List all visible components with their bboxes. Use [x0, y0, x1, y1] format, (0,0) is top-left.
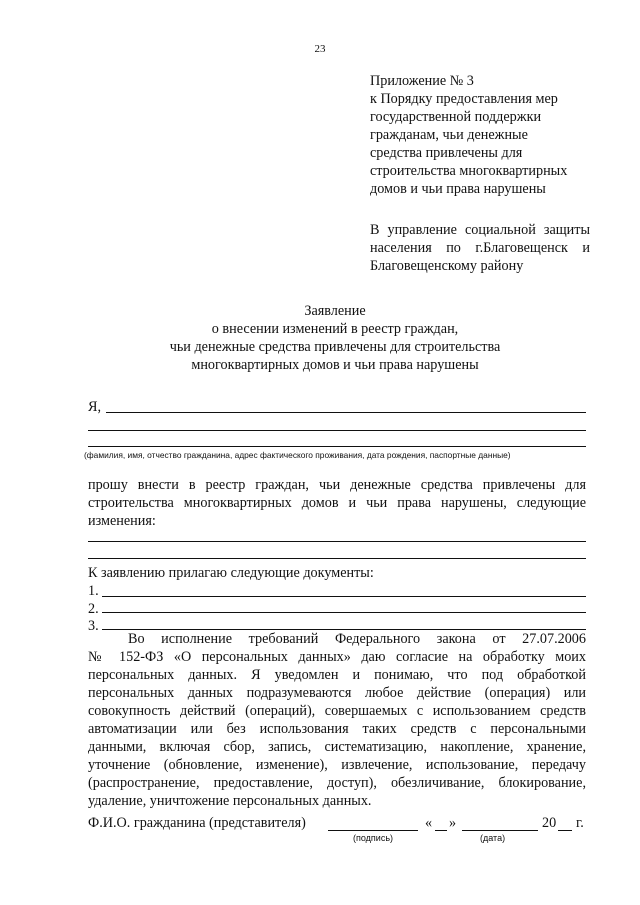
consent-line: персональных данных подразумеваются любое действие (операция) или [88, 685, 586, 701]
addressee-line: Благовещенскому району [370, 258, 524, 274]
signature-label: Ф.И.О. гражданина (представителя) [88, 815, 306, 831]
changes-field[interactable] [88, 541, 586, 542]
applicant-label: Я, [88, 399, 102, 415]
consent-paragraph [88, 630, 586, 810]
applicant-caption: (фамилия, имя, отчество гражданина, адрес фактического проживания, дата рождения, паспортные данные) [84, 450, 511, 460]
year-suffix: г. [576, 815, 584, 831]
signature-caption: (подпись) [353, 833, 394, 843]
title-line: многоквартирных домов и чьи права нарушены [191, 357, 479, 373]
changes-field[interactable] [88, 558, 586, 559]
request-line: строительства многоквартирных домов и чьи права нарушены, следующие [88, 495, 586, 511]
date-caption: (дата) [480, 833, 506, 843]
appendix-line: домов и чьи права нарушены [370, 181, 546, 197]
year-prefix: 20 [542, 815, 557, 831]
quote-close: » [449, 815, 457, 831]
consent-line: данными, включая сбор, запись, систематизацию, накопление, хранение, [88, 739, 586, 755]
title-line: Заявление [304, 303, 366, 319]
appendix-line: средства привлечены для [370, 145, 523, 161]
appendix-line: государственной поддержки [370, 109, 542, 125]
request-line: изменения: [88, 513, 156, 529]
consent-line: уточнение (обновление, изменение), извлечение, использование, передачу [88, 757, 586, 773]
consent-line: автоматизации или без использования таких средств с персональными [88, 721, 586, 737]
page-number: 23 [314, 43, 326, 55]
document-item-field[interactable] [102, 612, 586, 613]
signature-field[interactable] [328, 830, 418, 831]
consent-line: № 152-ФЗ «О персональных данных» даю согласие на обработку моих [88, 649, 586, 665]
day-field[interactable] [435, 830, 447, 831]
consent-line: Во исполнение требований Федерального закона от 27.07.2006 [128, 631, 586, 647]
document-title [90, 302, 580, 374]
document-item-number: 1. [88, 583, 99, 599]
appendix-line: к Порядку предоставления мер [370, 91, 558, 107]
addressee-block [370, 221, 590, 275]
title-line: чьи денежные средства привлечены для строительства [169, 339, 501, 355]
request-line: прошу внести в реестр граждан, чьи денежные средства привлечены для [88, 477, 586, 493]
consent-line: (распространение, предоставление, доступ), обезличивание, блокирование, [88, 775, 586, 791]
appendix-line: строительства многоквартирных [370, 163, 568, 179]
consent-line: удаление, уничтожение персональных данных. [88, 793, 372, 809]
document-item-number: 3. [88, 618, 99, 634]
appendix-line: гражданам, чьи денежные [370, 127, 528, 143]
applicant-details-field[interactable] [88, 430, 586, 431]
request-paragraph [88, 476, 586, 530]
applicant-details-field[interactable] [88, 446, 586, 447]
documents-title: К заявлению прилагаю следующие документы: [88, 565, 374, 581]
consent-line: совокупность действий (операций), совершаемых с использованием средств [88, 703, 586, 719]
consent-line: персональных данных. Я уведомлен и понимаю, что под обработкой [88, 667, 586, 683]
applicant-name-field[interactable] [106, 412, 586, 413]
quote-open: « [425, 815, 433, 831]
document-item-number: 2. [88, 601, 99, 617]
appendix-note [370, 72, 610, 198]
addressee-line: населения по г.Благовещенск и [370, 240, 590, 256]
title-line: о внесении изменений в реестр граждан, [211, 321, 459, 337]
month-field[interactable] [462, 830, 538, 831]
document-item-field[interactable] [102, 596, 586, 597]
year-field[interactable] [558, 830, 572, 831]
appendix-line: Приложение № 3 [370, 73, 474, 89]
addressee-line: В управление социальной защиты [370, 222, 590, 238]
